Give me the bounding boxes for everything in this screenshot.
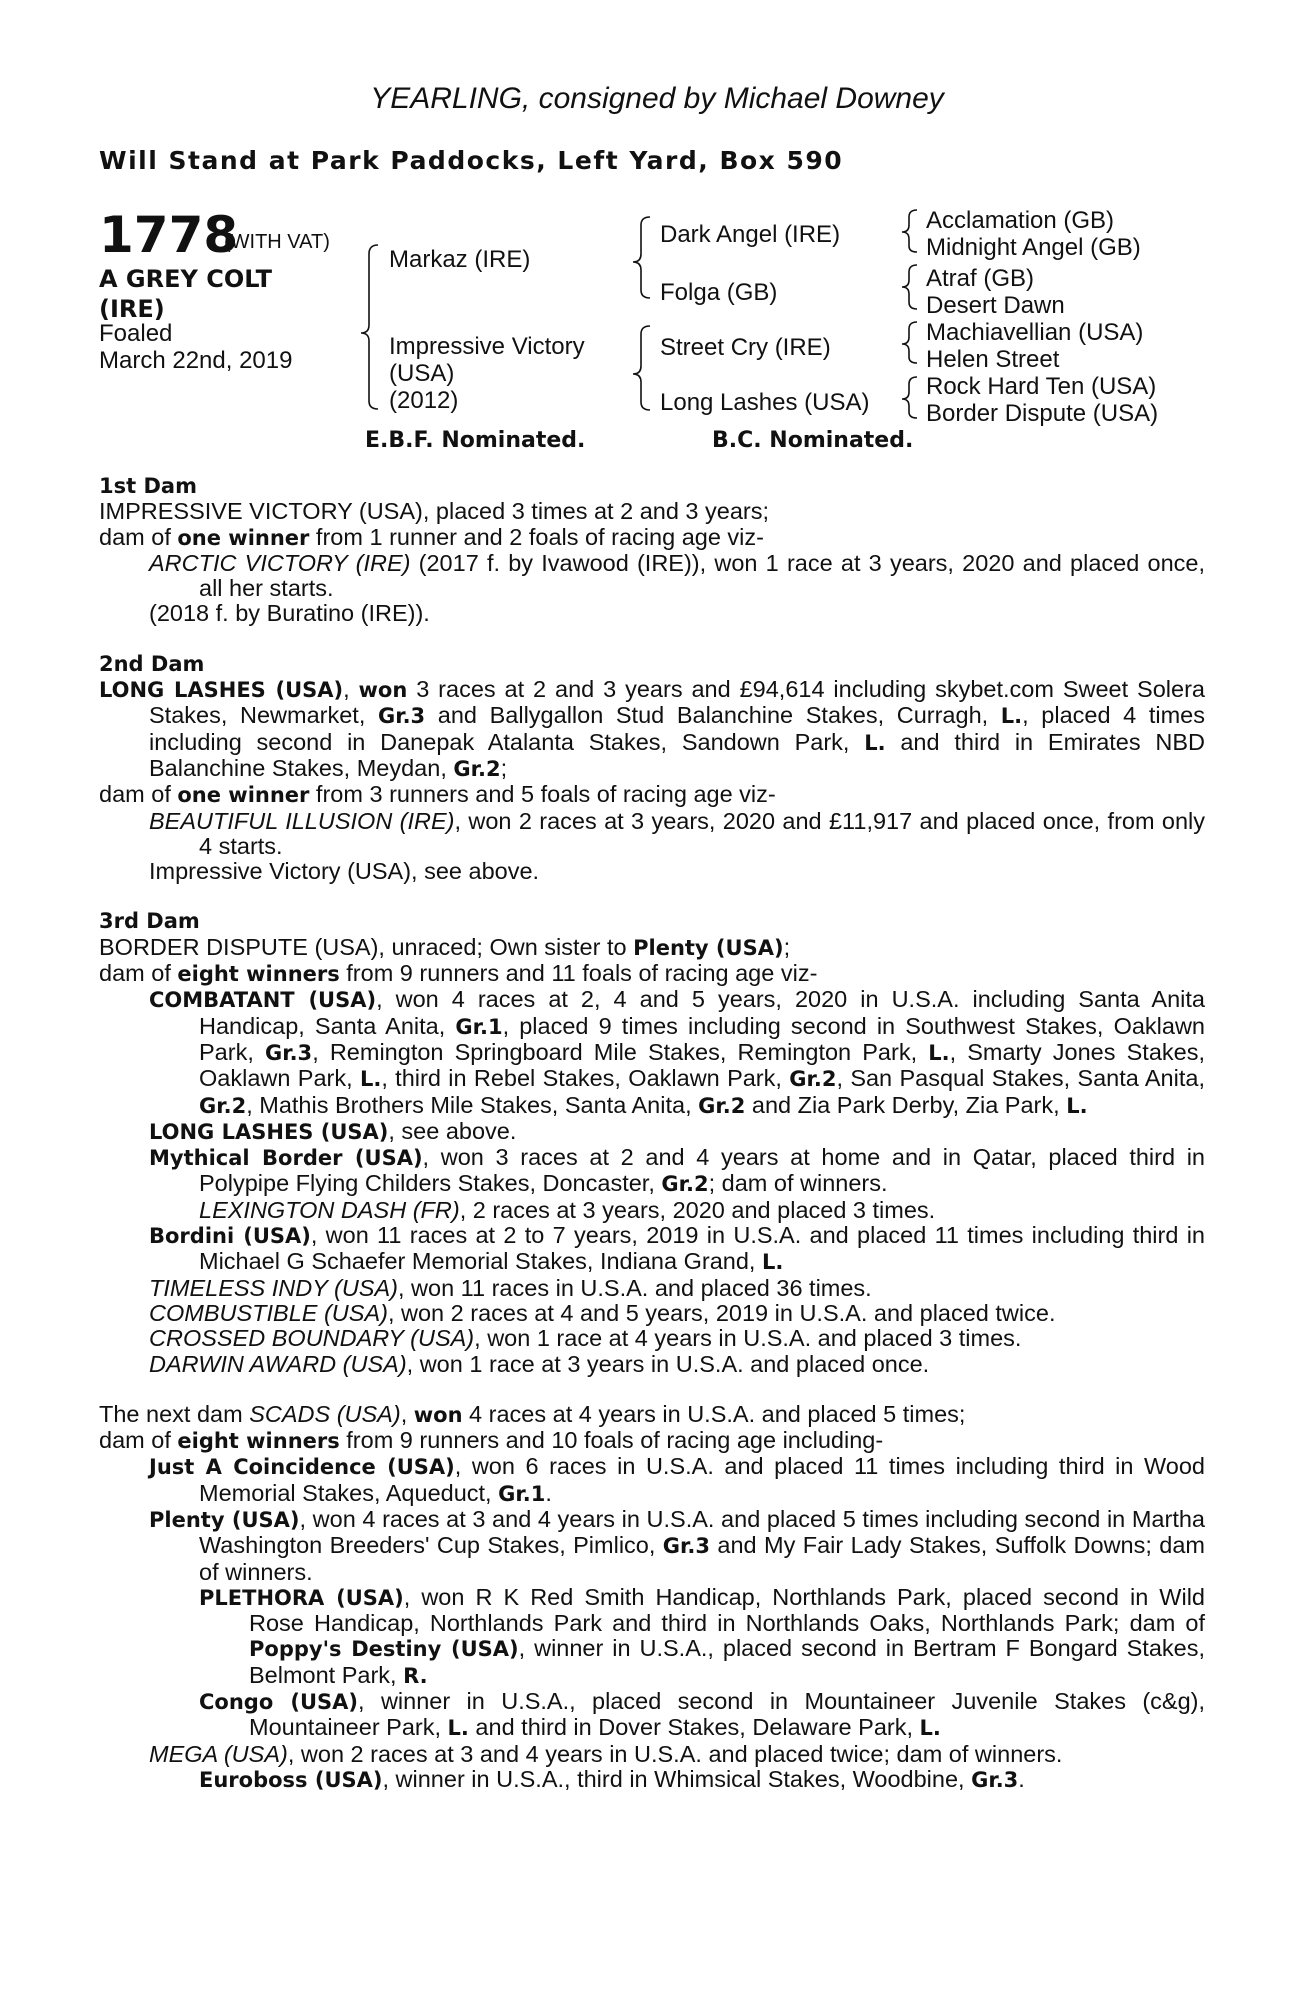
foaled-date: March 22nd, 2019 [99, 347, 293, 374]
pedigree-dam-dam: Long Lashes (USA) [660, 389, 870, 416]
pedigree-dam [389, 333, 585, 414]
produce-entry: PLETHORA (USA), won R K Red Smith Handicap, Northlands Park, placed second in Wild Rose Handicap, Northlands Park and third in Northlands Oaks, Northlands Park; dam of Poppy's Destiny (USA), winner in U.S.A., placed second in Bertram F Bongard Stakes, Belmont Park, R. [199, 1583, 1206, 1688]
pedigree-sire-dam: Folga (GB) [660, 279, 778, 306]
pedigree-sire-sire: Dark Angel (IRE) [660, 221, 841, 248]
bracket-gen2-sire [633, 217, 650, 298]
produce-entry: LONG LASHES (USA), see above. [149, 1117, 517, 1144]
vat-note: (WITH VAT) [224, 231, 330, 253]
ebf-nomination: E.B.F. Nominated. [365, 428, 586, 453]
second-dam-heading: 2nd Dam [99, 651, 205, 676]
next-dam-line: The next dam SCADS (USA), won 4 races at 4 years in U.S.A. and placed 5 times; [99, 1400, 966, 1427]
produce-entry: COMBATANT (USA), won 4 races at 2, 4 and 5 years, 2020 in U.S.A. including Santa Anita Handicap, Santa Anita, Gr.1, placed 9 times including second in Southwest Stakes, Oaklawn Park, Gr.3, Remington Springboard Mile Stakes, Remington Park, L., Smarty Jones Stakes, Oaklawn Park, L., third in Rebel Stakes, Oaklawn Park, Gr.2, San Pasqual Stakes, Santa Anita, Gr.2, Mathis Brothers Mile Stakes, Santa Anita, Gr.2 and Zia Park Derby, Zia Park, L. [149, 986, 1205, 1118]
pedigree-gen3-item: Acclamation (GB) [926, 207, 1115, 234]
produce-entry: Impressive Victory (USA), see above. [149, 858, 540, 885]
next-dam-produce-summary: dam of eight winners from 9 runners and 10 foals of racing age including- [99, 1427, 884, 1454]
bracket-gen3-4 [902, 377, 917, 418]
bracket-gen3-1 [902, 210, 917, 252]
third-dam-heading: 3rd Dam [99, 909, 200, 934]
foaled-label: Foaled [99, 320, 173, 347]
pedigree-gen3-item: Border Dispute (USA) [926, 400, 1159, 427]
produce-entry: CROSSED BOUNDARY (USA), won 1 race at 4 years in U.S.A. and placed 3 times. [149, 1325, 1022, 1352]
bracket-gen3-3 [902, 322, 917, 363]
produce-entry: Just A Coincidence (USA), won 6 races in U.S.A. and placed 11 times including third in Wood Memorial Stakes, Aqueduct, Gr.1. [149, 1453, 1205, 1506]
produce-entry: BEAUTIFUL ILLUSION (IRE), won 2 races at 3 years, 2020 and £11,917 and placed once, from only 4 starts. [149, 807, 1205, 859]
produce-entry: LEXINGTON DASH (FR), 2 races at 3 years, 2020 and placed 3 times. [199, 1196, 936, 1223]
pedigree-gen3-item: Desert Dawn [926, 292, 1065, 319]
third-dam-line: BORDER DISPUTE (USA), unraced; Own sister to Plenty (USA); [99, 933, 791, 960]
produce-entry: (2018 f. by Buratino (IRE)). [149, 600, 430, 627]
pedigree-dam-line: Impressive Victory [389, 333, 585, 360]
pedigree-dam-sire: Street Cry (IRE) [660, 334, 831, 361]
bracket-gen2-dam [633, 326, 650, 410]
lot-number: 1778 [99, 206, 239, 264]
first-dam-produce-summary: dam of one winner from 1 runner and 2 foals of racing age viz- [99, 523, 764, 550]
produce-entry: Congo (USA), winner in U.S.A., placed second in Mountaineer Juvenile Stakes (c&g), Mountaineer Park, L. and third in Dover Stakes, Delaware Park, L. [199, 1688, 1206, 1741]
produce-entry: Plenty (USA), won 4 races at 3 and 4 years in U.S.A. and placed 5 times including second in Martha Washington Breeders' Cup Stakes, Pimlico, Gr.3 and My Fair Lady Stakes, Suffolk Downs; dam of winners. [149, 1505, 1205, 1585]
bracket-gen1 [361, 245, 378, 409]
lot-description-line: (IRE) [99, 295, 165, 323]
pedigree-gen3-item: Atraf (GB) [926, 265, 1035, 292]
produce-entry: TIMELESS INDY (USA), won 11 races in U.S.A. and placed 36 times. [149, 1274, 872, 1301]
second-dam-produce-summary: dam of one winner from 3 runners and 5 foals of racing age viz- [99, 781, 776, 808]
page-title: YEARLING, consigned by Michael Downey [370, 82, 944, 115]
produce-entry: COMBUSTIBLE (USA), won 2 races at 4 and 5 years, 2019 in U.S.A. and placed twice. [149, 1299, 1056, 1326]
family-notes [99, 474, 1205, 1793]
third-dam-produce-summary: dam of eight winners from 9 runners and 11 foals of racing age viz- [99, 960, 818, 987]
produce-entry: Euroboss (USA), winner in U.S.A., third in Whimsical Stakes, Woodbine, Gr.3. [199, 1765, 1025, 1792]
pedigree-gen3-item: Helen Street [926, 346, 1060, 373]
pedigree-gen3-item: Midnight Angel (GB) [926, 234, 1141, 261]
pedigree-gen3-item: Rock Hard Ten (USA) [926, 373, 1157, 400]
produce-entry: Mythical Border (USA), won 3 races at 2 and 4 years at home and in Qatar, placed third in Polypipe Flying Childers Stakes, Doncaster, Gr.2; dam of winners. [149, 1144, 1205, 1197]
lot-description-line: A GREY COLT [99, 265, 272, 293]
first-dam-heading: 1st Dam [99, 474, 197, 498]
bracket-gen3-2 [902, 265, 917, 309]
second-dam-line: LONG LASHES (USA), won 3 races at 2 and 3 years and £94,614 including skybet.com Sweet Solera Stakes, Newmarket, Gr.3 and Ballygallon Stud Balanchine Stakes, Curragh, L., placed 4 times including second in Danepak Atalanta Stakes, Sandown Park, L. and third in Emirates NBD Balanchine Stakes, Meydan, Gr.2; [99, 676, 1205, 781]
pedigree-gen3-item: Machiavellian (USA) [926, 319, 1144, 346]
produce-entry: Bordini (USA), won 11 races at 2 to 7 years, 2019 in U.S.A. and placed 11 times including third in Michael G Schaefer Memorial Stakes, Indiana Grand, L. [149, 1222, 1205, 1275]
produce-entry: MEGA (USA), won 2 races at 3 and 4 years in U.S.A. and placed twice; dam of winners. [149, 1740, 1063, 1767]
stand-location: Will Stand at Park Paddocks, Left Yard, Box 590 [99, 146, 844, 175]
produce-entry: DARWIN AWARD (USA), won 1 race at 3 years in U.S.A. and placed once. [149, 1350, 930, 1377]
pedigree-dam-line: (2012) [389, 387, 459, 414]
produce-entry: ARCTIC VICTORY (IRE) (2017 f. by Ivawood (IRE)), won 1 race at 3 years, 2020 and placed once, all her starts. [149, 549, 1205, 602]
pedigree-dam-line: (USA) [389, 360, 455, 387]
bc-nomination: B.C. Nominated. [712, 428, 914, 453]
first-dam-line: IMPRESSIVE VICTORY (USA), placed 3 times at 2 and 3 years; [99, 498, 770, 525]
pedigree-sire: Markaz (IRE) [389, 246, 531, 273]
